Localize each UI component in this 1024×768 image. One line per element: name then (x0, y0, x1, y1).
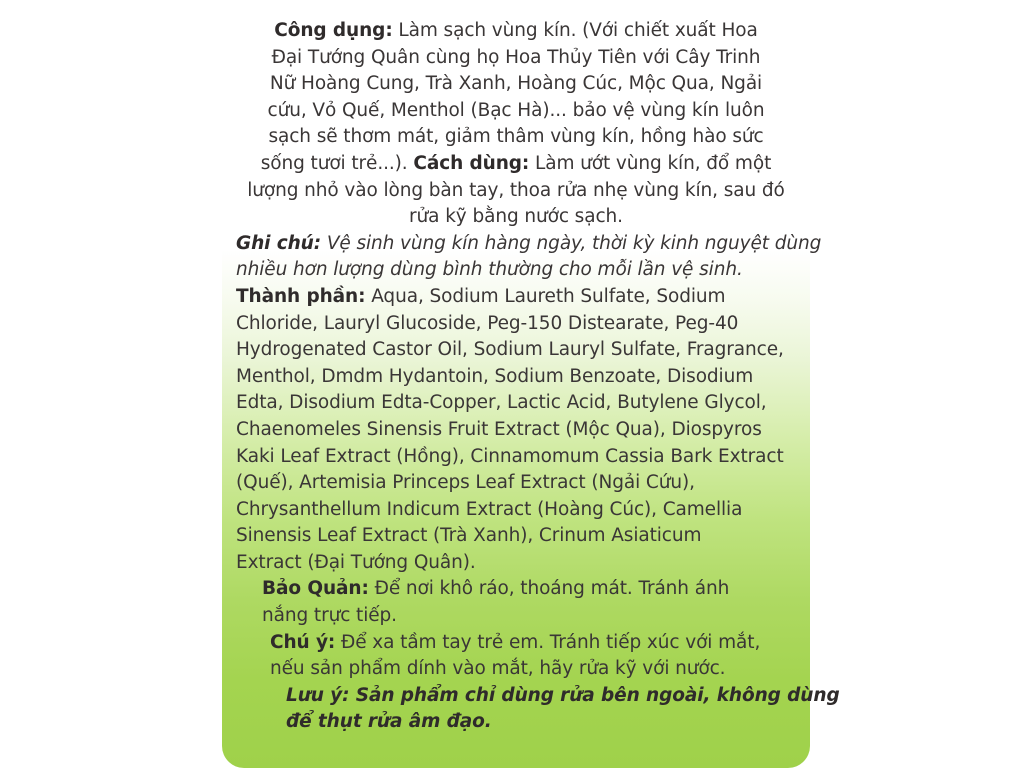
cong-dung-line-1: Làm sạch vùng kín. (Với chiết xuất Hoa (392, 20, 758, 41)
thanh-phan-line-6: Chaenomeles Sinensis Fruit Extract (Mộc Qua), Diospyros (236, 418, 762, 440)
cong-dung-line-2: Đại Tướng Quân cùng họ Hoa Thủy Tiên với Cây Trinh (271, 46, 761, 68)
thanh-phan-line-7: Kaki Leaf Extract (Hồng), Cinnamomum Cassia Bark Extract (236, 445, 784, 467)
cong-dung-line-3: Nữ Hoàng Cung, Trà Xanh, Hoàng Cúc, Mộc Qua, Ngải (269, 73, 763, 95)
cach-dung-line-2: lượng nhỏ vào lòng bàn tay, thoa rửa nhẹ vùng kín, sau đó (247, 179, 785, 201)
bao-quan-section (236, 576, 796, 629)
luu-y-line-2: để thụt rửa âm đạo. (286, 711, 492, 733)
cong-dung-section (236, 18, 796, 231)
ghi-chu-line-2: nhiều hơn lượng dùng bình thường cho mỗi lần vệ sinh. (236, 259, 743, 281)
chu-y-label: Chú ý: (270, 631, 336, 653)
thanh-phan-line-10: Sinensis Leaf Extract (Trà Xanh), Crinum Asiaticum (236, 525, 702, 547)
cach-dung-line-1: Làm ướt vùng kín, đổ một (529, 152, 772, 174)
cong-dung-line-4: cứu, Vỏ Quế, Menthol (Bạc Hà)... bảo vệ vùng kín luôn (267, 99, 765, 121)
cach-dung-line-3: rửa kỹ bằng nước sạch. (409, 206, 623, 228)
thanh-phan-line-9: Chrysanthellum Indicum Extract (Hoàng Cúc), Camellia (236, 498, 743, 520)
cong-dung-label: Công dụng: (274, 20, 393, 41)
thanh-phan-line-3: Hydrogenated Castor Oil, Sodium Lauryl Sulfate, Fragrance, (236, 339, 784, 361)
thanh-phan-line-5: Edta, Disodium Edta-Copper, Lactic Acid, Butylene Glycol, (236, 392, 767, 414)
label-text-block (236, 18, 840, 736)
thanh-phan-line-8: (Quế), Artemisia Princeps Leaf Extract (Ngải Cứu), (236, 472, 695, 494)
cong-dung-line-5: sạch sẽ thơm mát, giảm thâm vùng kín, hồng hào sức (268, 126, 764, 148)
bao-quan-line-1: Để nơi khô ráo, thoáng mát. Tránh ánh (368, 578, 730, 600)
chu-y-line-1: Để xa tầm tay trẻ em. Tránh tiếp xúc với mắt, (335, 631, 761, 653)
luu-y-section (236, 683, 840, 736)
thanh-phan-section (236, 284, 796, 577)
chu-y-section (236, 630, 796, 683)
ghi-chu-line-1: Vệ sinh vùng kín hàng ngày, thời kỳ kinh nguyệt dùng (321, 232, 822, 254)
chu-y-line-2: nếu sản phẩm dính vào mắt, hãy rửa kỹ với nước. (270, 658, 726, 680)
thanh-phan-line-1: Aqua, Sodium Laureth Sulfate, Sodium (365, 285, 726, 307)
thanh-phan-line-2: Chloride, Lauryl Glucoside, Peg-150 Distearate, Peg-40 (236, 312, 739, 334)
cach-dung-label: Cách dùng: (413, 152, 530, 174)
bao-quan-label: Bảo Quản: (262, 578, 369, 600)
ghi-chu-section (236, 231, 822, 284)
ghi-chu-label: Ghi chú: (236, 232, 322, 254)
luu-y-line-1: Lưu ý: Sản phẩm chỉ dùng rửa bên ngoài, không dùng (286, 684, 840, 706)
thanh-phan-line-11: Extract (Đại Tướng Quân). (236, 551, 476, 573)
thanh-phan-label: Thành phần: (236, 285, 366, 307)
thanh-phan-line-4: Menthol, Dmdm Hydantoin, Sodium Benzoate, Disodium (236, 365, 754, 387)
cong-dung-line-6: sống tươi trẻ...). (260, 152, 414, 174)
bao-quan-line-2: nắng trực tiếp. (262, 605, 397, 627)
